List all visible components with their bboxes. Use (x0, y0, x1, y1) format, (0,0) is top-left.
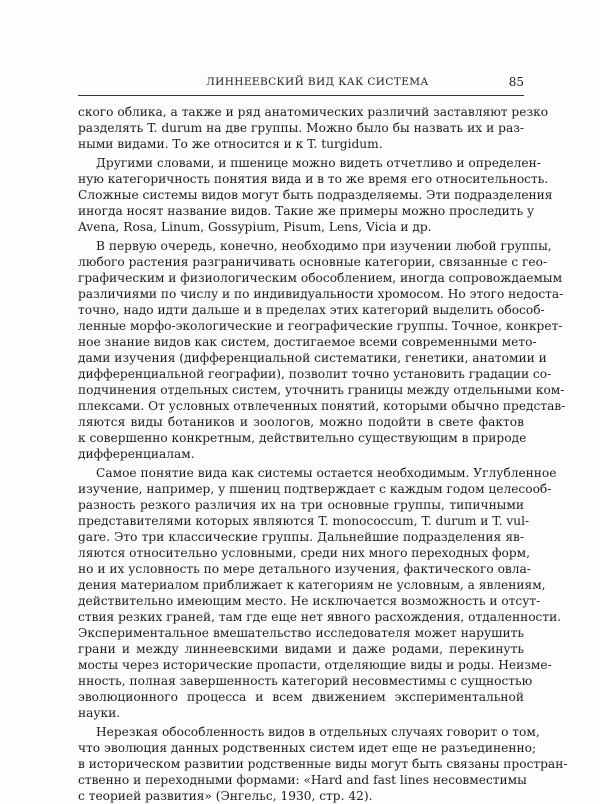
text-line: в историческом развитии родственные виды могут быть связаны простран- (78, 757, 568, 771)
text-line: дения материалом приближает к категориям не условным, а явлениям, (78, 578, 546, 592)
text-line: ляются виды ботаников и зоологов, можно подойти в свете фактов (78, 415, 524, 429)
text-line: ную категоричность понятия вида и в то же время его относительность. (78, 172, 549, 186)
text-line: изучение, например, у пшениц подтверждает с каждым годом целесооб- (78, 482, 552, 496)
text-line: ствия резких граней, там где еще нет явного расхождения, отдаленности. (78, 610, 562, 624)
text-line: ное знание видов как систем, достигаемое всеми современными мето- (78, 335, 537, 349)
text-line: дами изучения (дифференциальной систематики, генетики, анатомии и (78, 351, 547, 365)
text-line: разделять T. durum на две группы. Можно было бы назвать их и раз- (78, 121, 524, 135)
text-line: иногда носят название видов. Такие же примеры можно проследить у (78, 204, 535, 218)
text-line: различиями по числу и по индивидуальности хромосом. Но этого недоста- (78, 287, 564, 301)
text-line: ственно и переходными формами: «Hard and fast lines несовместимы (78, 773, 527, 787)
text-line: представителями которых являются T. monococcum, T. durum и T. vul- (78, 514, 530, 528)
text-line: дифференциалам. (78, 447, 195, 461)
text-line: с теорией развития» (Энгельс, 1930, стр. 42). (78, 789, 373, 803)
paragraph (78, 238, 566, 462)
text-line: эволюционного процесса и всем движением экспериментальной (78, 690, 524, 704)
text-line: дифференциальной географии), позволит точно установить градации со- (78, 367, 552, 381)
text-line: В первую очередь, конечно, необходимо при изучении любой группы, (96, 239, 552, 253)
text-line: науки. (78, 706, 121, 720)
body-text (78, 104, 568, 804)
text-line: Нерезкая обособленность видов в отдельных случаях говорит о том, (96, 725, 540, 739)
text-line: но и их условность по мере детального изучения, фактического овла- (78, 562, 531, 576)
text-line: gare. Это три классические группы. Дальнейшие подразделения яв- (78, 530, 524, 544)
text-line: к совершенно конкретным, действительно существующим в природе (78, 431, 527, 445)
text-line: плексами. От условных отвлеченных понятий, которыми обычно представ- (78, 399, 566, 413)
paragraph (78, 465, 562, 721)
text-line: любого растения разграничивать основные категории, связанные с гео- (78, 255, 548, 269)
text-line: ными видами. То же относится и к T. turgidum. (78, 137, 383, 151)
text-line: ляются относительно условными, среди них много переходных форм, (78, 546, 530, 560)
page-number: 85 (508, 75, 524, 89)
page-header (78, 76, 524, 92)
text-line: действительно имеющим место. Не исключается возможность и отсут- (78, 594, 541, 608)
paragraph (78, 155, 553, 235)
paragraph (78, 724, 568, 804)
header-rule (78, 95, 524, 96)
text-line: мосты через исторические пропасти, отделяющие виды и роды. Неизме- (78, 658, 552, 672)
text-line: Сложные системы видов могут быть подразделяемы. Эти подразделения (78, 188, 553, 202)
text-line: Другими словами, и пшенице можно видеть отчетливо и определен- (96, 156, 541, 170)
text-line: Экспериментальное вмешательство исследователя может нарушить (78, 626, 524, 640)
text-line: подчинения отдельных систем, уточнить границы между отдельными ком- (78, 383, 565, 397)
text-line: ского облика, а также и ряд анатомических различий заставляют резко (78, 105, 549, 119)
text-line: точно, надо идти дальше и в пределах этих категорий выделить обособ- (78, 303, 545, 317)
text-line: графическим и физиологическим обособлением, иногда сопровождаемым (78, 271, 563, 285)
text-line: Самое понятие вида как системы остается необходимым. Углубленное (96, 466, 557, 480)
text-line: грани и между линнеевскими видами и даже родами, перекинуть (78, 642, 524, 656)
text-line: ленные морфо-экологические и географические группы. Точное, конкрет- (78, 319, 563, 333)
text-line: разность резкого различия их на три основные группы, типичными (78, 498, 524, 512)
text-line: Avena, Rosa, Linum, Gossypium, Pisum, Lens, Vicia и др. (78, 220, 432, 234)
running-title: ЛИННЕЕВСКИЙ ВИД КАК СИСТЕМА (206, 76, 429, 88)
paragraph (78, 104, 549, 152)
text-line: что эволюция данных родственных систем идет еще не разъединенно; (78, 741, 537, 755)
text-line: нность, полная завершенность категорий несовместимы с сущностью (78, 674, 533, 688)
